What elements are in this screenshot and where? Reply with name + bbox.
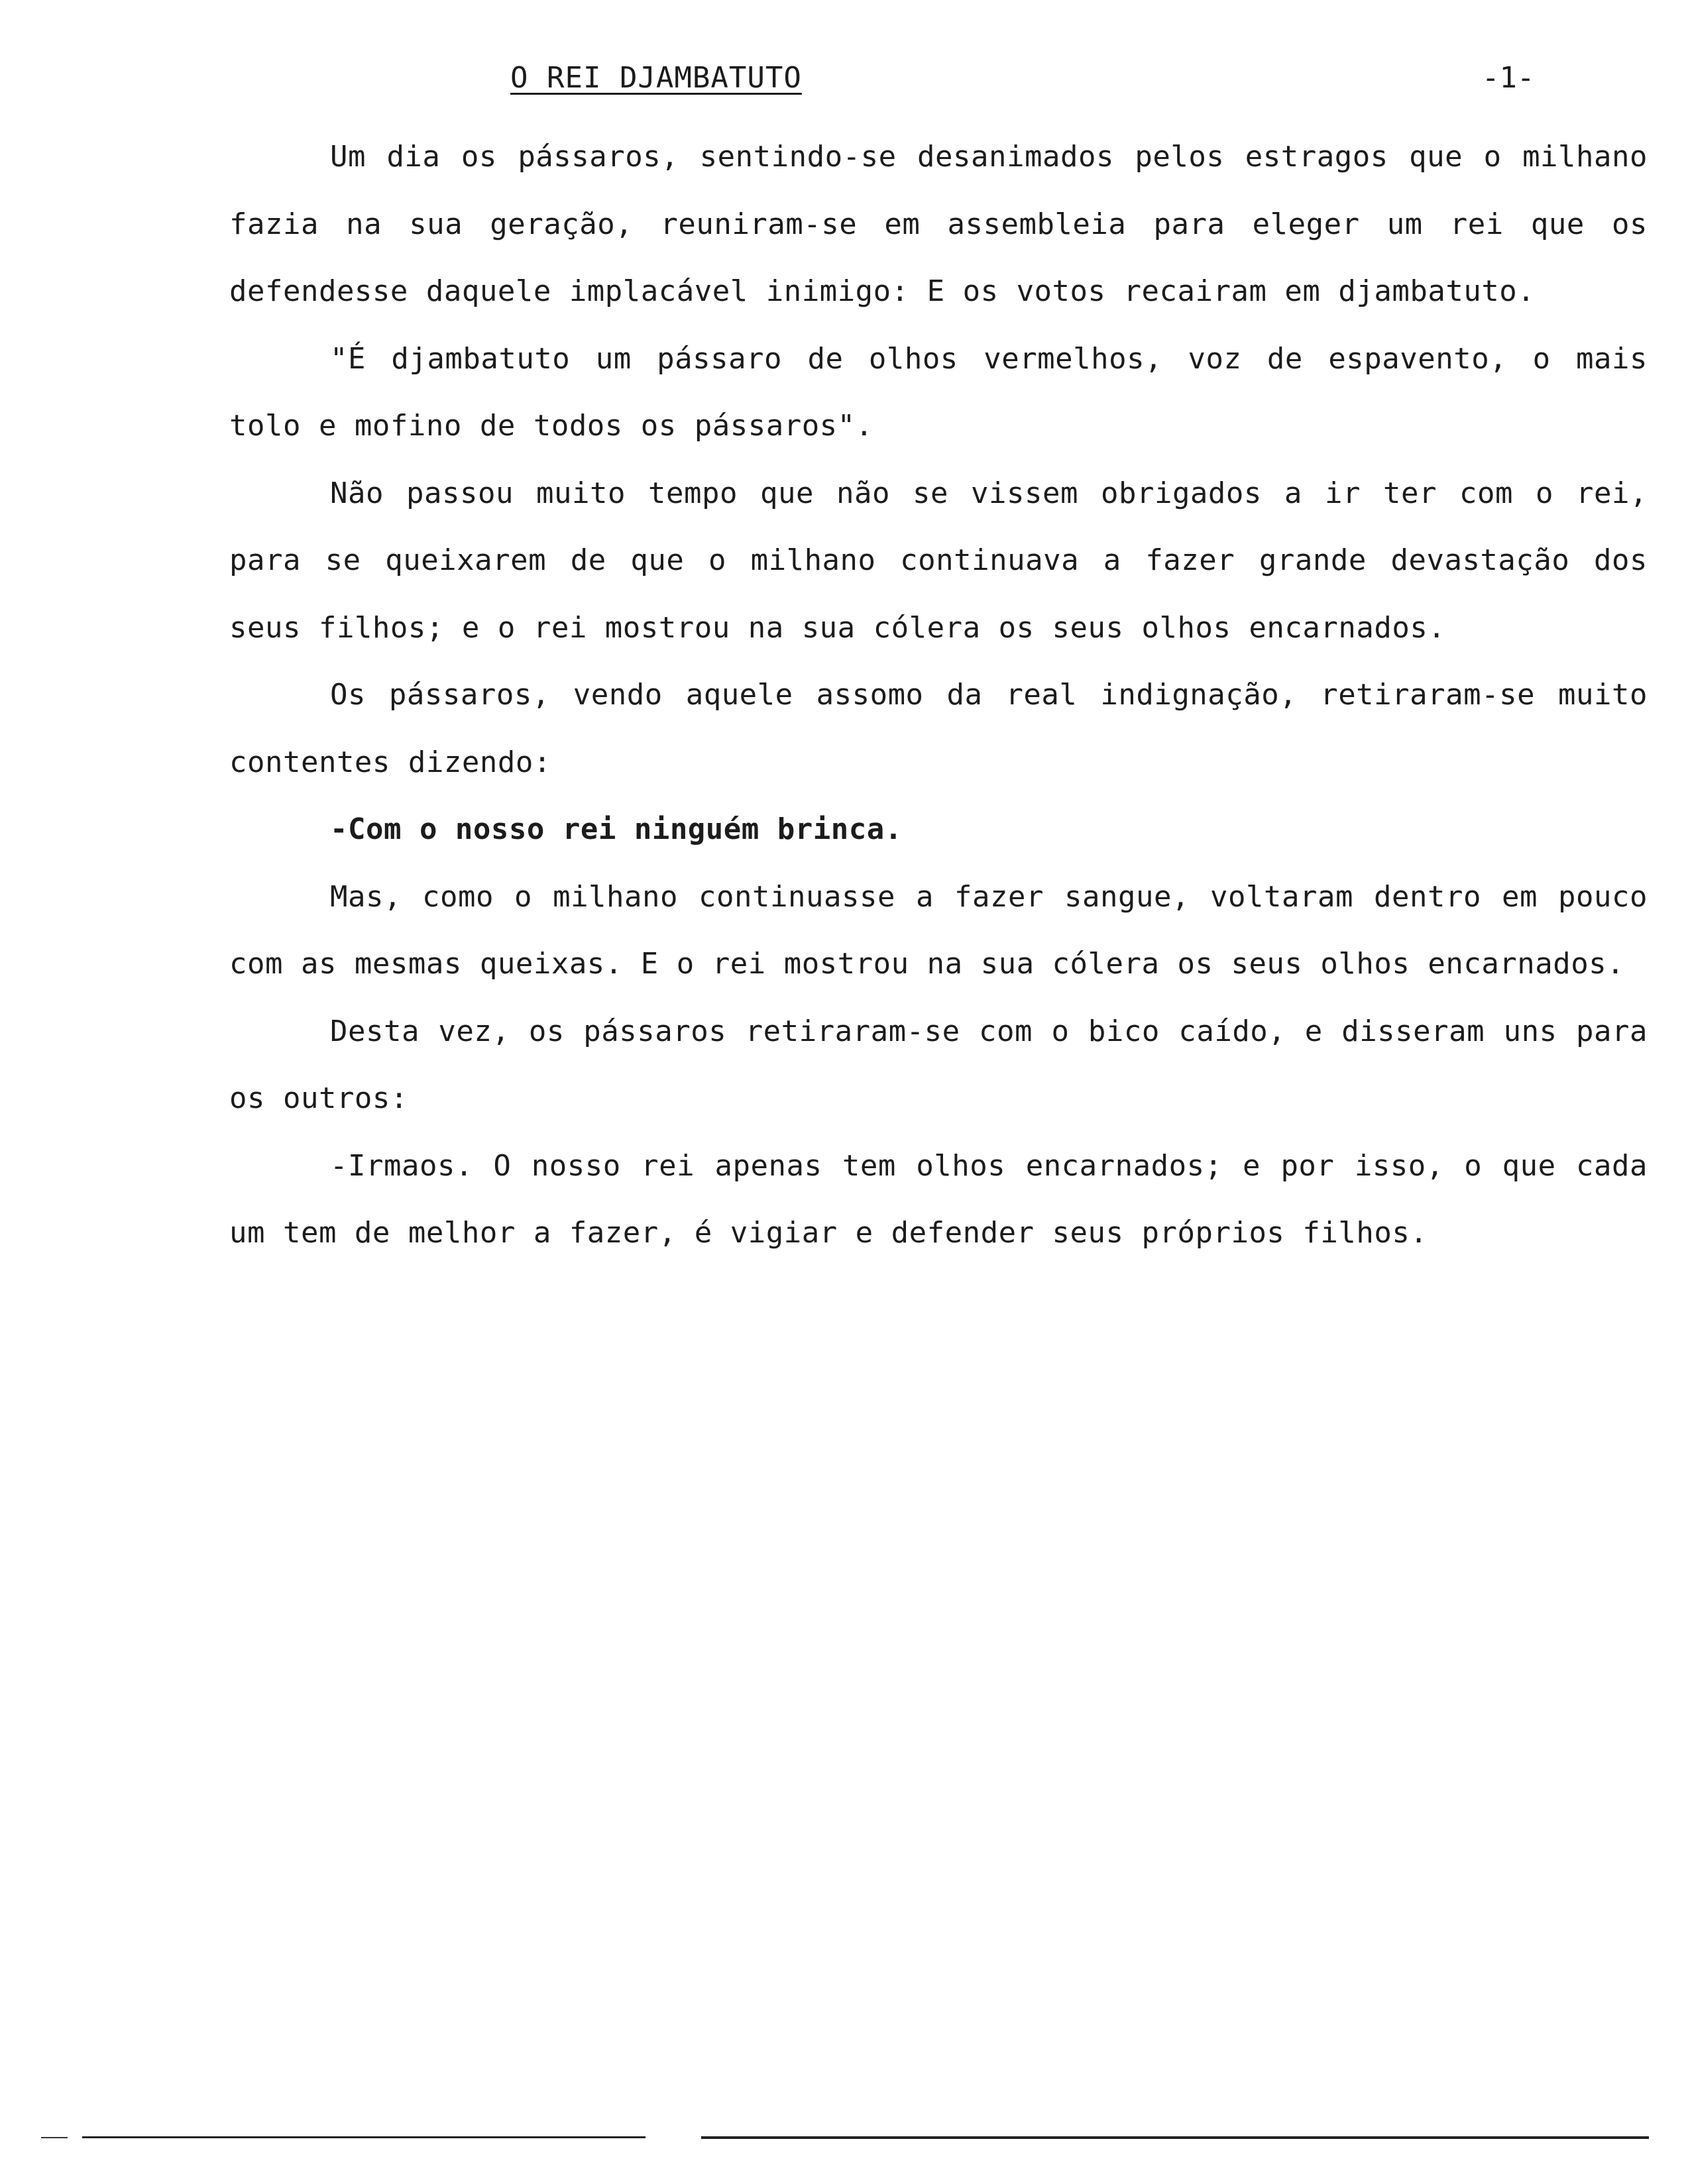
footer-rule-right: [701, 2136, 1649, 2139]
footer-dash: [41, 2137, 68, 2138]
paragraph-djambatuto-description: "É djambatuto um pássaro de olhos vermelhos, voz de espavento, o mais tolo e mofino de todos os pássaros".: [229, 341, 1648, 443]
page-number: -1-: [1482, 61, 1535, 95]
paragraph-birds-dejected: Desta vez, os pássaros retiraram-se com o bico caído, e disseram uns para os outros:: [229, 1014, 1648, 1115]
paragraph-second-complaint: Mas, como o milhano continuasse a fazer sangue, voltaram dentro em pouco com as mesmas queixas. E o rei mostrou na sua cólera os seus olhos encarnados.: [229, 879, 1648, 981]
dialogue-brothers-moral: -Irmaos. O nosso rei apenas tem olhos encarnados; e por isso, o que cada um tem de melhor a fazer, é vigiar e defender seus próprios filhos.: [229, 1148, 1648, 1250]
document-body: [229, 123, 1648, 1267]
paragraph-assembly: Um dia os pássaros, sentindo-se desanimados pelos estragos que o milhano fazia na sua geração, reuniram-se em assembleia para eleger um rei que os defendesse daquele implacável inimigo: E os votos recairam em djambatuto.: [229, 140, 1648, 308]
dialogue-nobody-plays: -Com o nosso rei ninguém brinca.: [330, 812, 903, 846]
paragraph-birds-content: Os pássaros, vendo aquele assomo da real indignação, retiraram-se muito contentes dizendo:: [229, 678, 1648, 779]
document-title: O REI DJAMBATUTO: [510, 61, 802, 95]
footer-rule-left: [82, 2136, 646, 2138]
paragraph-first-complaint: Não passou muito tempo que não se vissem obrigados a ir ter com o rei, para se queixarem de que o milhano continuava a fazer grande devastação dos seus filhos; e o rei mostrou na sua cólera os seus olhos encarnados.: [229, 476, 1648, 645]
